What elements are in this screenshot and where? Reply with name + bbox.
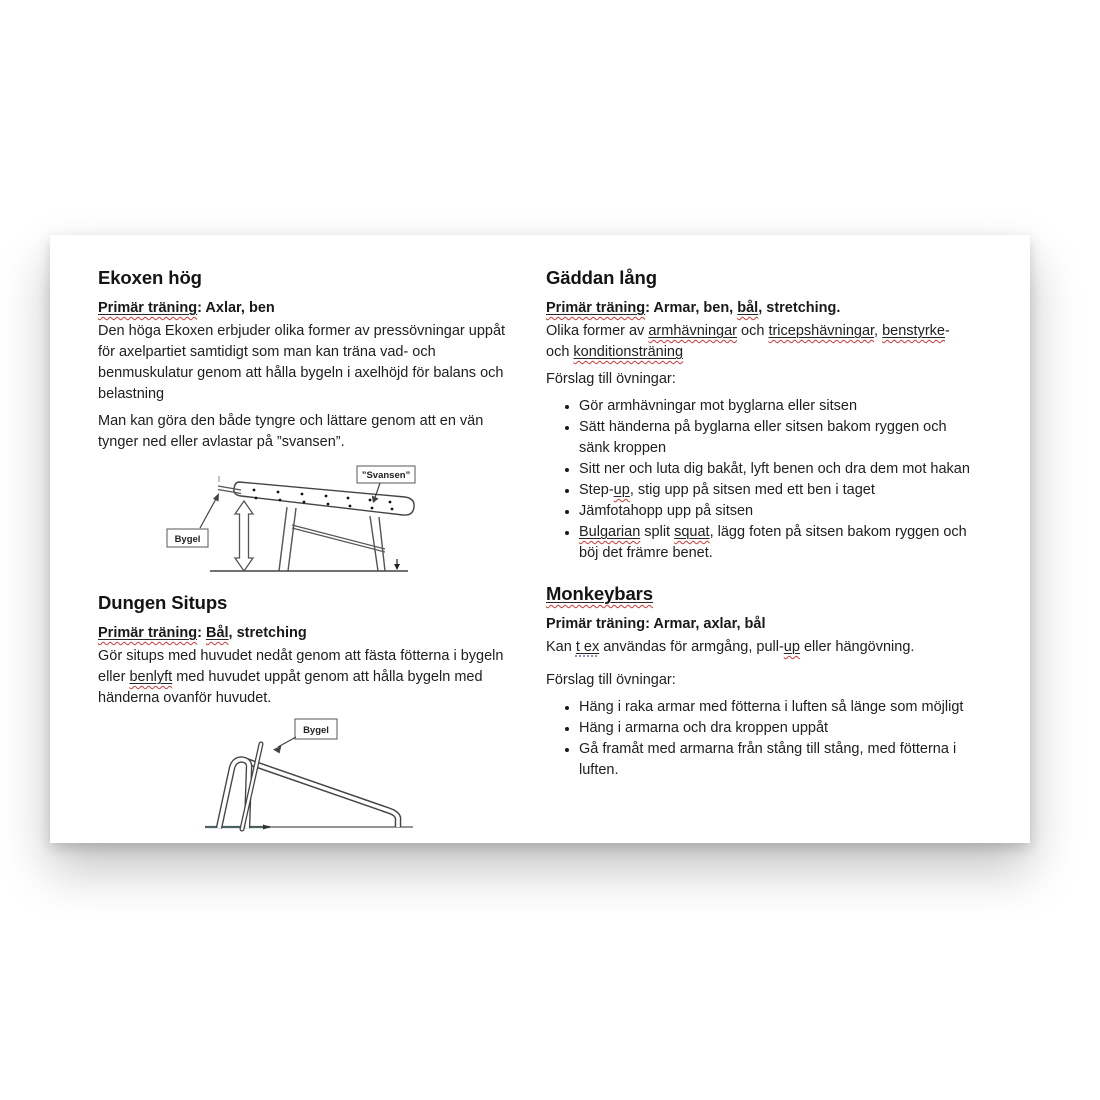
flagged-word: Primär träning <box>98 625 198 641</box>
bench-rear-legs <box>370 516 385 571</box>
paragraph: Olika former av armhävningar och tricepshävningar, benstyrke- och konditionsträning <box>546 323 950 360</box>
flagged-word: konditionsträning <box>573 344 684 360</box>
flagged-word: Primär träning <box>546 300 646 316</box>
flagged-word: bål <box>737 300 759 316</box>
bench-brace <box>292 525 385 552</box>
flagged-word: up <box>783 639 800 655</box>
section-title-ekoxen: Ekoxen hög <box>98 267 202 288</box>
bench-front-legs <box>279 507 296 571</box>
flagged-word: Bulgarian <box>579 524 641 540</box>
svg-text:Bygel: Bygel <box>174 534 201 545</box>
svg-text:”Svansen”: ”Svansen” <box>361 470 411 481</box>
flagged-word: tricepshävningar <box>768 323 875 339</box>
list-item: • Jämfotahopp upp på sitsen <box>579 501 970 522</box>
svg-text:Bygel: Bygel <box>303 725 329 736</box>
section-title-monkeybars <box>546 582 970 606</box>
section-title-dungen: Dungen Situps <box>98 592 228 613</box>
dungen-situp-diagram <box>195 715 420 835</box>
bygel-label <box>167 493 219 547</box>
foot-mark <box>394 559 400 570</box>
forslag-lead-in: Förslag till övningar: <box>546 672 676 688</box>
section-title-gaddan: Gäddan lång <box>546 267 657 288</box>
primar-training-line: Primär träning: Axlar, ben <box>98 300 275 316</box>
section-monkeybars <box>546 582 970 781</box>
document-page <box>50 235 1030 843</box>
bygel-tube <box>242 744 261 829</box>
flagged-word: up <box>613 482 630 498</box>
section-ekoxen <box>98 266 518 835</box>
list-item: • Häng i armarna och dra kroppen uppåt <box>579 718 970 739</box>
primar-training-line: Primär träning: Armar, axlar, bål <box>546 616 766 632</box>
paragraph: Den höga Ekoxen erbjuder olika former av pressövningar uppåt för axelpartiet samtidigt som man kan träna vad- och benmuskulatur genom att hålla bygeln i axelhöjd för balans och belastning <box>98 323 506 402</box>
paragraph: Gör situps med huvudet nedåt genom att fästa fötterna i bygeln eller benlyft med huvudet uppåt genom att hålla bygeln med händerna ovanför huvudet. <box>98 648 504 706</box>
flagged-word: benlyft <box>129 669 173 685</box>
primar-training-line: Primär träning: Bål, stretching <box>98 625 307 641</box>
flagged-word: Primär träning <box>98 300 198 316</box>
exercise-list-gaddan <box>546 396 970 564</box>
list-item: • Häng i raka armar med fötterna i luften så länge som möjligt <box>579 697 970 718</box>
flagged-word: armhävningar <box>648 323 738 339</box>
list-item: • Sitt ner och luta dig bakåt, lyft benen och dra dem mot hakan <box>579 459 970 480</box>
list-item: • Step-up, stig upp på sitsen med ett ben i taget <box>579 480 970 501</box>
section-gaddan <box>546 266 970 564</box>
flagged-word: squat <box>674 524 710 540</box>
arrowhead <box>213 493 219 502</box>
bench-board <box>234 482 414 515</box>
primar-training-line: Primär träning: Armar, ben, bål, stretching. <box>546 300 841 316</box>
flagged-word: Bål <box>205 625 229 641</box>
flagged-word: t ex <box>575 639 600 655</box>
flagged-word: Monkeybars <box>546 583 653 604</box>
paragraph: Man kan göra den både tyngre och lättare genom att en vän tynger ned eller avlastar på ”svansen”. <box>98 413 484 450</box>
paragraph: Kan t ex användas för armgång, pull-up eller hängövning. <box>546 639 915 655</box>
arrowhead <box>273 746 282 754</box>
bygel-label <box>273 719 337 754</box>
up-down-arrow <box>235 501 253 571</box>
sloped-beam <box>246 761 398 827</box>
list-item: • Gå framåt med armarna från stång till stång, med fötterna i luften. <box>579 739 970 781</box>
list-item: • Bulgarian split squat, lägg foten på sitsen bakom ryggen och böj det främre benet. <box>579 522 970 564</box>
left-column <box>98 266 518 835</box>
list-item: • Gör armhävningar mot byglarna eller sitsen <box>579 396 970 417</box>
ekoxen-bench-diagram <box>158 461 428 579</box>
forslag-lead-in: Förslag till övningar: <box>546 371 676 387</box>
ground-tick <box>263 825 271 830</box>
list-item: • Sätt händerna på byglarna eller sitsen bakom ryggen och sänk kroppen <box>579 417 970 459</box>
flagged-word: benstyrke <box>882 323 945 339</box>
right-column <box>546 266 970 781</box>
exercise-list-monkeybars <box>546 697 970 781</box>
